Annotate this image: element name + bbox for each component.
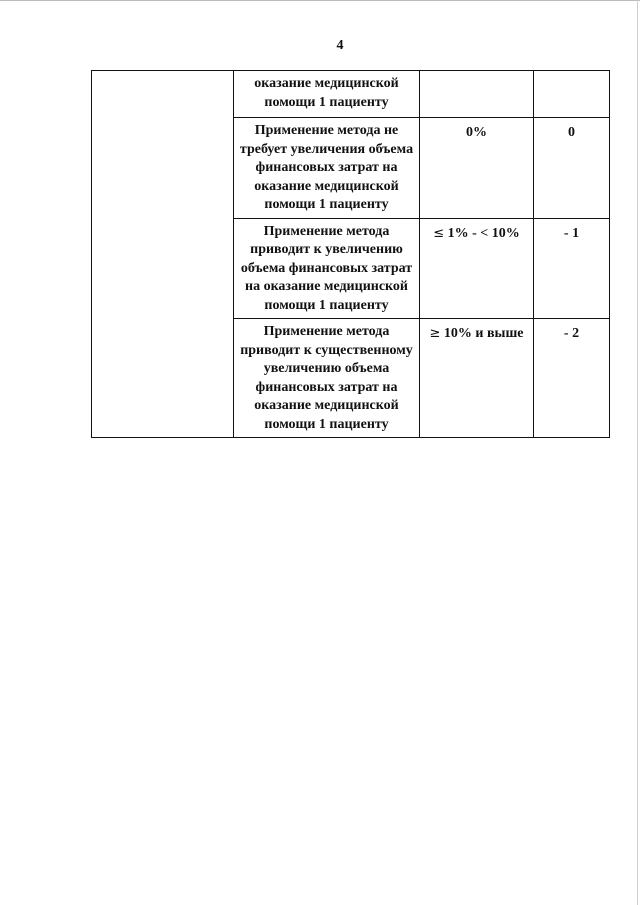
- range-value: 0%: [466, 125, 487, 140]
- page-frame-top: [0, 0, 640, 1]
- table-row: [92, 71, 610, 118]
- description-cell: оказание медицинской помощи 1 пациенту: [234, 71, 420, 118]
- range-cell: [420, 218, 534, 319]
- page-number: 4: [336, 38, 344, 53]
- range-symbol: ≥: [429, 326, 441, 341]
- description-cell: Применение метода не требует увеличения объема финансовых затрат на оказание медицинской помощи 1 пациенту: [234, 118, 420, 219]
- description-cell: Применение метода приводит к увеличению объема финансовых затрат на оказание медицинской помощи 1 пациенту: [234, 218, 420, 319]
- range-cell: [420, 319, 534, 438]
- score-cell: [534, 71, 610, 118]
- range-value: 1% - < 10%: [444, 225, 520, 241]
- score-cell: 0: [534, 118, 610, 219]
- range-value: 10% и выше: [440, 326, 524, 341]
- range-symbol: ≤: [433, 225, 445, 241]
- range-cell: [420, 71, 534, 118]
- criterion-name-cell: [92, 71, 234, 438]
- score-cell: - 2: [534, 319, 610, 438]
- description-cell: Применение метода приводит к существенному увеличению объема финансовых затрат на оказание медицинской помощи 1 пациенту: [234, 319, 420, 438]
- page-frame-right: [637, 0, 638, 905]
- range-cell: [420, 118, 534, 219]
- score-cell: - 1: [534, 218, 610, 319]
- criteria-table: [91, 70, 610, 438]
